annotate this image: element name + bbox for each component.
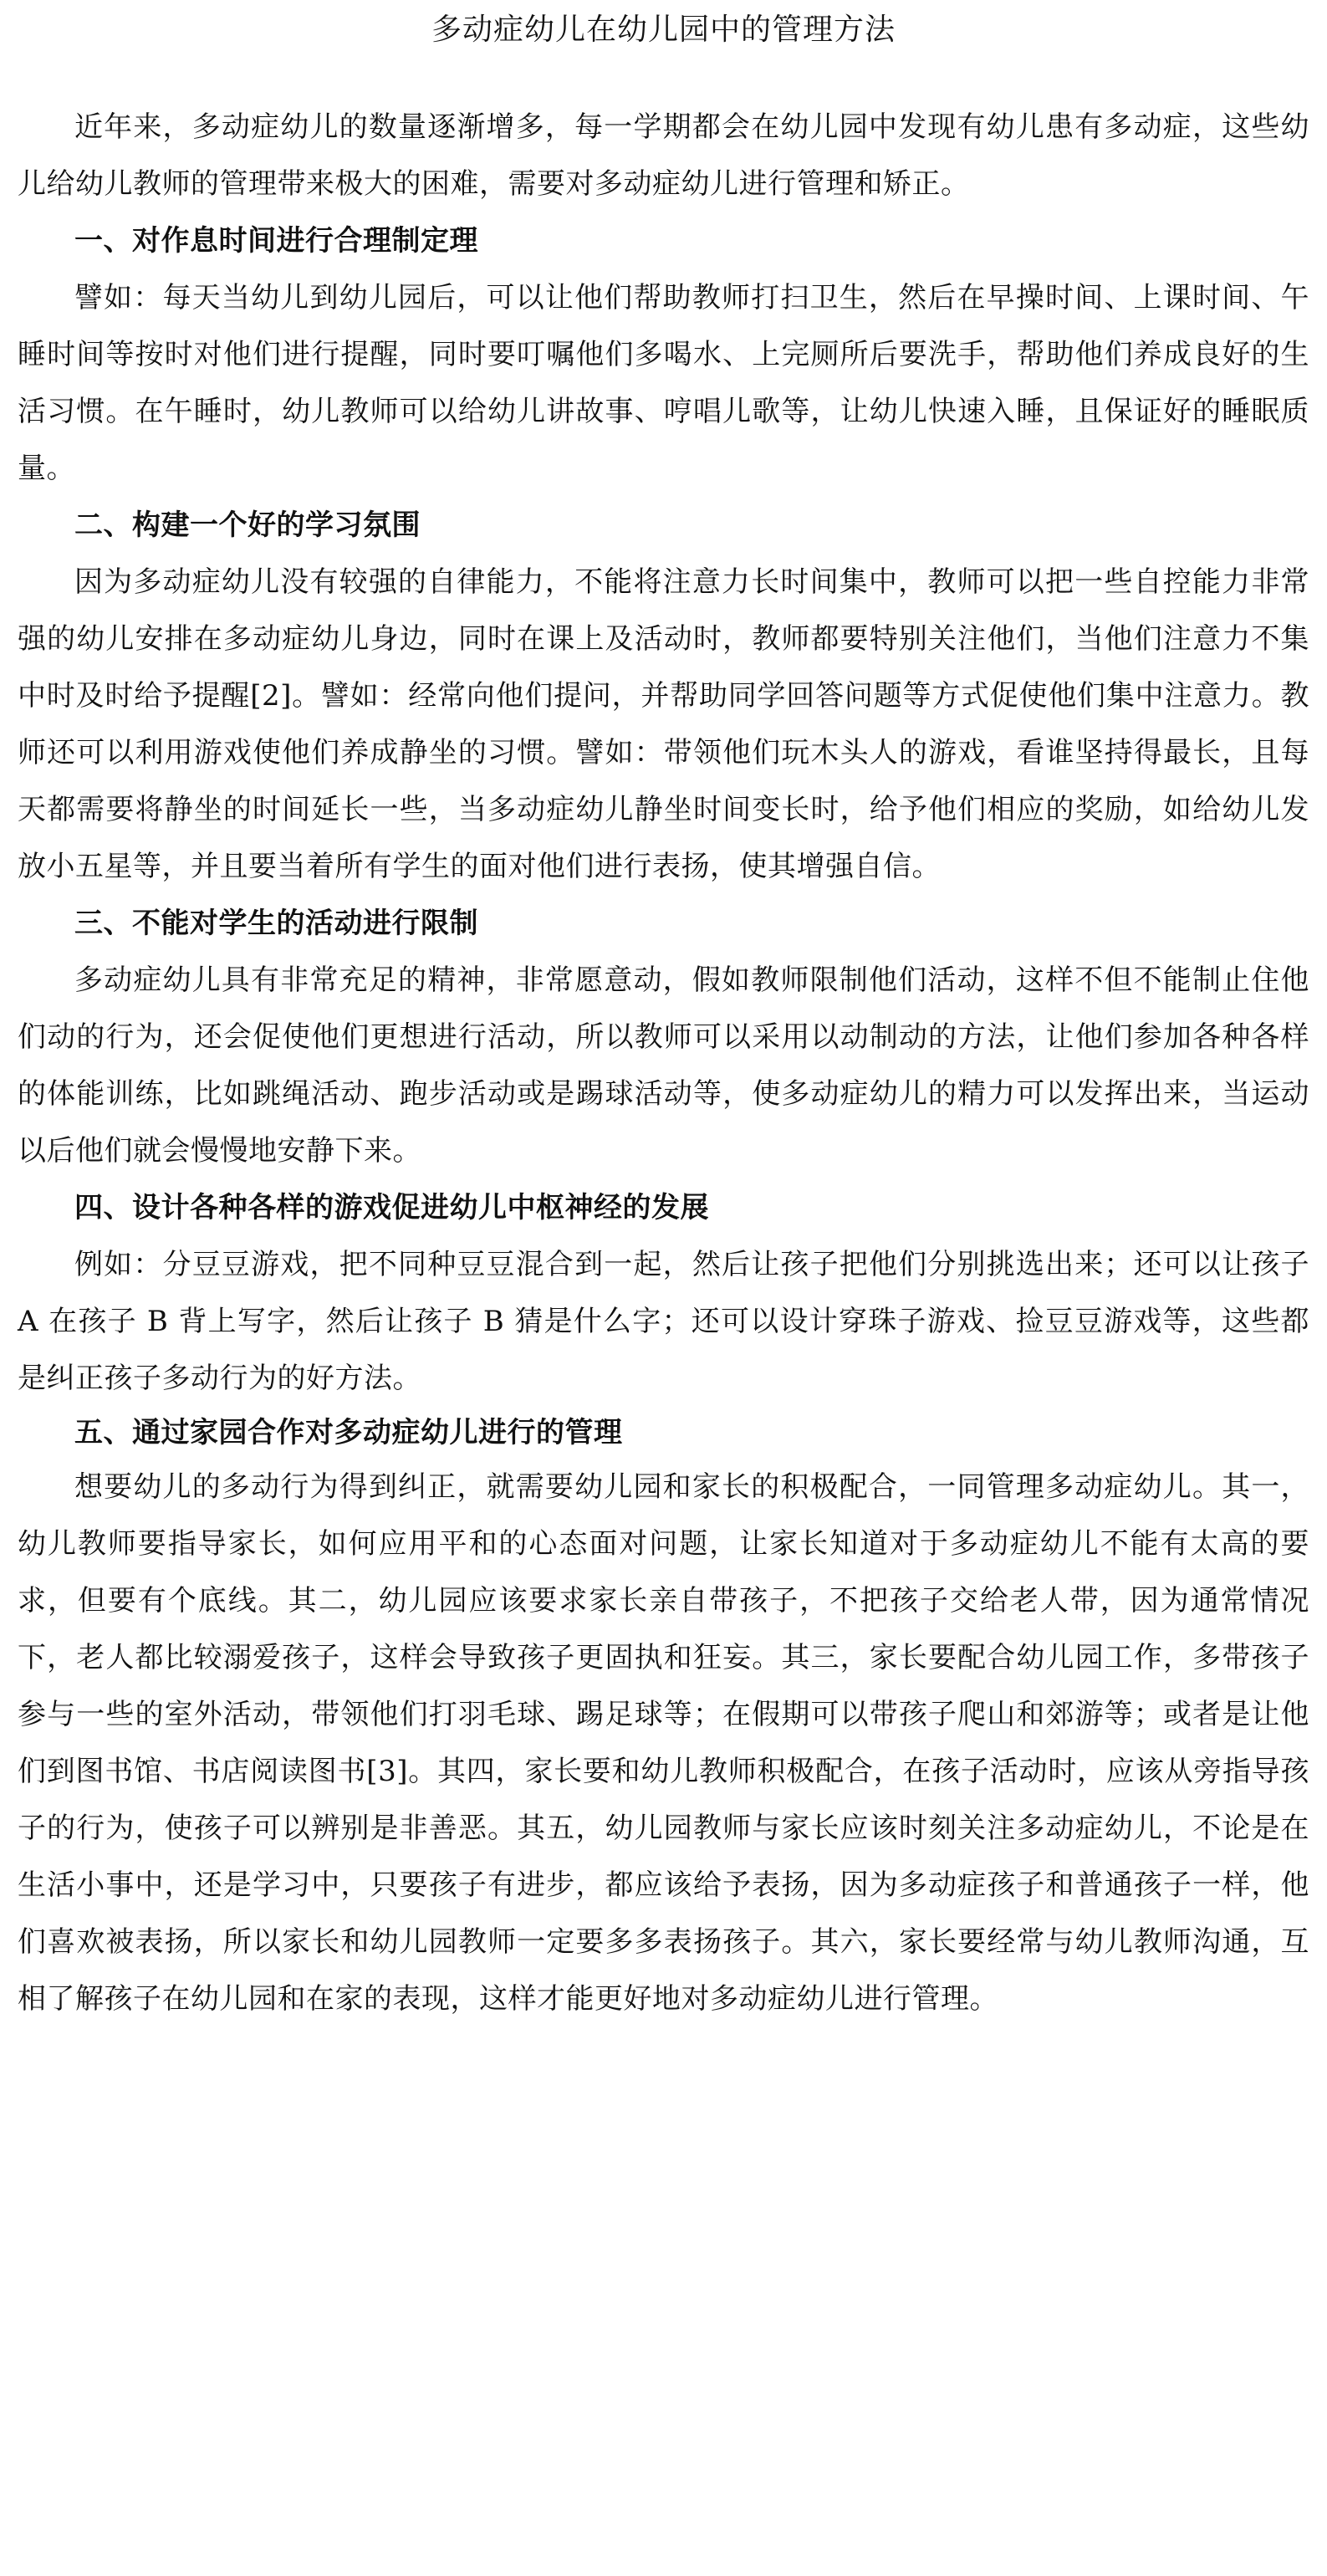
section-heading-5: 五、通过家园合作对多动症幼儿进行的管理 — [74, 1416, 623, 1449]
intro-paragraph: 近年来，多动症幼儿的数量逐渐增多，每一学期都会在幼儿园中发现有幼儿患有多动症，这些幼儿给幼儿教师的管理带来极大的困难，需要对多动症幼儿进行管理和矫正。 — [18, 110, 1309, 201]
section-body-4: 例如：分豆豆游戏，把不同种豆豆混合到一起，然后让孩子把他们分别挑选出来；还可以让孩子 A 在孩子 B 背上写字，然后让孩子 B 猜是什么字；还可以设计穿珠子游戏、捡豆豆游戏等，这些都是纠正孩子多动行为的好方法。 — [18, 1248, 1309, 1395]
section-body-1: 譬如：每天当幼儿到幼儿园后，可以让他们帮助教师打扫卫生，然后在早操时间、上课时间、午睡时间等按时对他们进行提醒，同时要叮嘱他们多喝水、上完厕所后要洗手，帮助他们养成良好的生活习惯。在午睡时，幼儿教师可以给幼儿讲故事、哼唱儿歌等，让幼儿快速入睡，且保证好的睡眠质量。 — [18, 281, 1309, 485]
page-title: 多动症幼儿在幼儿园中的管理方法 — [431, 13, 896, 47]
section-body-2: 因为多动症幼儿没有较强的自律能力，不能将注意力长时间集中，教师可以把一些自控能力非常强的幼儿安排在多动症幼儿身边，同时在课上及活动时，教师都要特别关注他们，当他们注意力不集中时及时给予提醒[2]。譬如：经常向他们提问，并帮助同学回答问题等方式促使他们集中注意力。教师还可以利用游戏使他们养成静坐的习惯。譬如：带领他们玩木头人的游戏，看谁坚持得最长，且每天都需要将静坐的时间延长一些，当多动症幼儿静坐时间变长时，给予他们相应的奖励，如给幼儿发放小五星等，并且要当着所有学生的面对他们进行表扬，使其增强自信。 — [18, 565, 1309, 883]
section-heading-3: 三、不能对学生的活动进行限制 — [74, 907, 478, 940]
section-body-5: 想要幼儿的多动行为得到纠正，就需要幼儿园和家长的积极配合，一同管理多动症幼儿。其一，幼儿教师要指导家长，如何应用平和的心态面对问题，让家长知道对于多动症幼儿不能有太高的要求，但要有个底线。其二，幼儿园应该要求家长亲自带孩子，不把孩子交给老人带，因为通常情况下，老人都比较溺爱孩子，这样会导致孩子更固执和狂妄。其三，家长要配合幼儿园工作，多带孩子参与一些的室外活动，带领他们打羽毛球、踢足球等；在假期可以带孩子爬山和郊游等；或者是让他们到图书馆、书店阅读图书[3]。其四，家长要和幼儿教师积极配合，在孩子活动时，应该从旁指导孩子的行为，使孩子可以辨别是非善恶。其五，幼儿园教师与家长应该时刻关注多动症幼儿，不论是在生活小事中，还是学习中，只要孩子有进步，都应该给予表扬，因为多动症孩子和普通孩子一样，他们喜欢被表扬，所以家长和幼儿园教师一定要多多表扬孩子。其六，家长要经常与幼儿教师沟通，互相了解孩子在幼儿园和在家的表现，这样才能更好地对多动症幼儿进行管理。 — [18, 1470, 1309, 2016]
document-body — [18, 99, 1309, 2027]
section-heading-4: 四、设计各种各样的游戏促进幼儿中枢神经的发展 — [74, 1191, 709, 1224]
section-heading-2: 二、构建一个好的学习氛围 — [74, 509, 421, 542]
section-body-3: 多动症幼儿具有非常充足的精神，非常愿意动，假如教师限制他们活动，这样不但不能制止住他们动的行为，还会促使他们更想进行活动，所以教师可以采用以动制动的方法，让他们参加各种各样的体能训练，比如跳绳活动、跑步活动或是踢球活动等，使多动症幼儿的精力可以发挥出来，当运动以后他们就会慢慢地安静下来。 — [18, 963, 1309, 1168]
section-heading-1: 一、对作息时间进行合理制定理 — [74, 224, 478, 258]
